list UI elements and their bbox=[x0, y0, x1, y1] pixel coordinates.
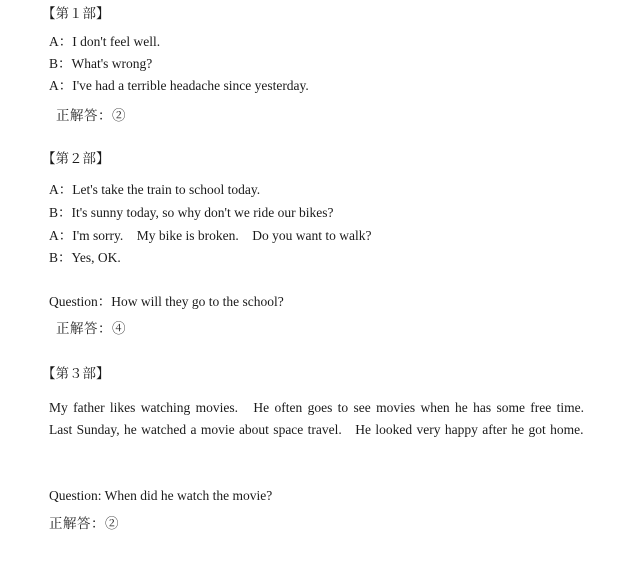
part2-header: 【第２部】 bbox=[42, 151, 110, 166]
part3-passage: My father likes watching movies. He often goes to see movies when he has some free time. Last Sunday, he watched a movie about space travel. He looked very happy after he got home. bbox=[49, 400, 598, 437]
part1-line-2: B：What's wrong? bbox=[49, 56, 153, 71]
part1-header: 【第１部】 bbox=[42, 6, 110, 21]
part1-line-1: A：I don't feel well. bbox=[49, 34, 161, 49]
part3-answer: 正解答：② bbox=[49, 516, 119, 531]
part3-header: 【第３部】 bbox=[42, 366, 110, 381]
part2-question: Question：How will they go to the school? bbox=[49, 294, 284, 309]
part2-line-2: B：It's sunny today, so why don't we ride our bikes? bbox=[49, 205, 334, 220]
part2-line-1: A：Let's take the train to school today. bbox=[49, 182, 261, 197]
part3-question: Question: When did he watch the movie? bbox=[49, 488, 273, 503]
part2-line-4: B：Yes, OK. bbox=[49, 250, 121, 265]
part1-answer: 正解答：② bbox=[56, 108, 126, 123]
part2-line-3: A：I'm sorry. My bike is broken. Do you want to walk? bbox=[49, 228, 372, 243]
part2-answer: 正解答：④ bbox=[56, 321, 126, 336]
part1-line-3: A：I've had a terrible headache since yesterday. bbox=[49, 78, 309, 93]
